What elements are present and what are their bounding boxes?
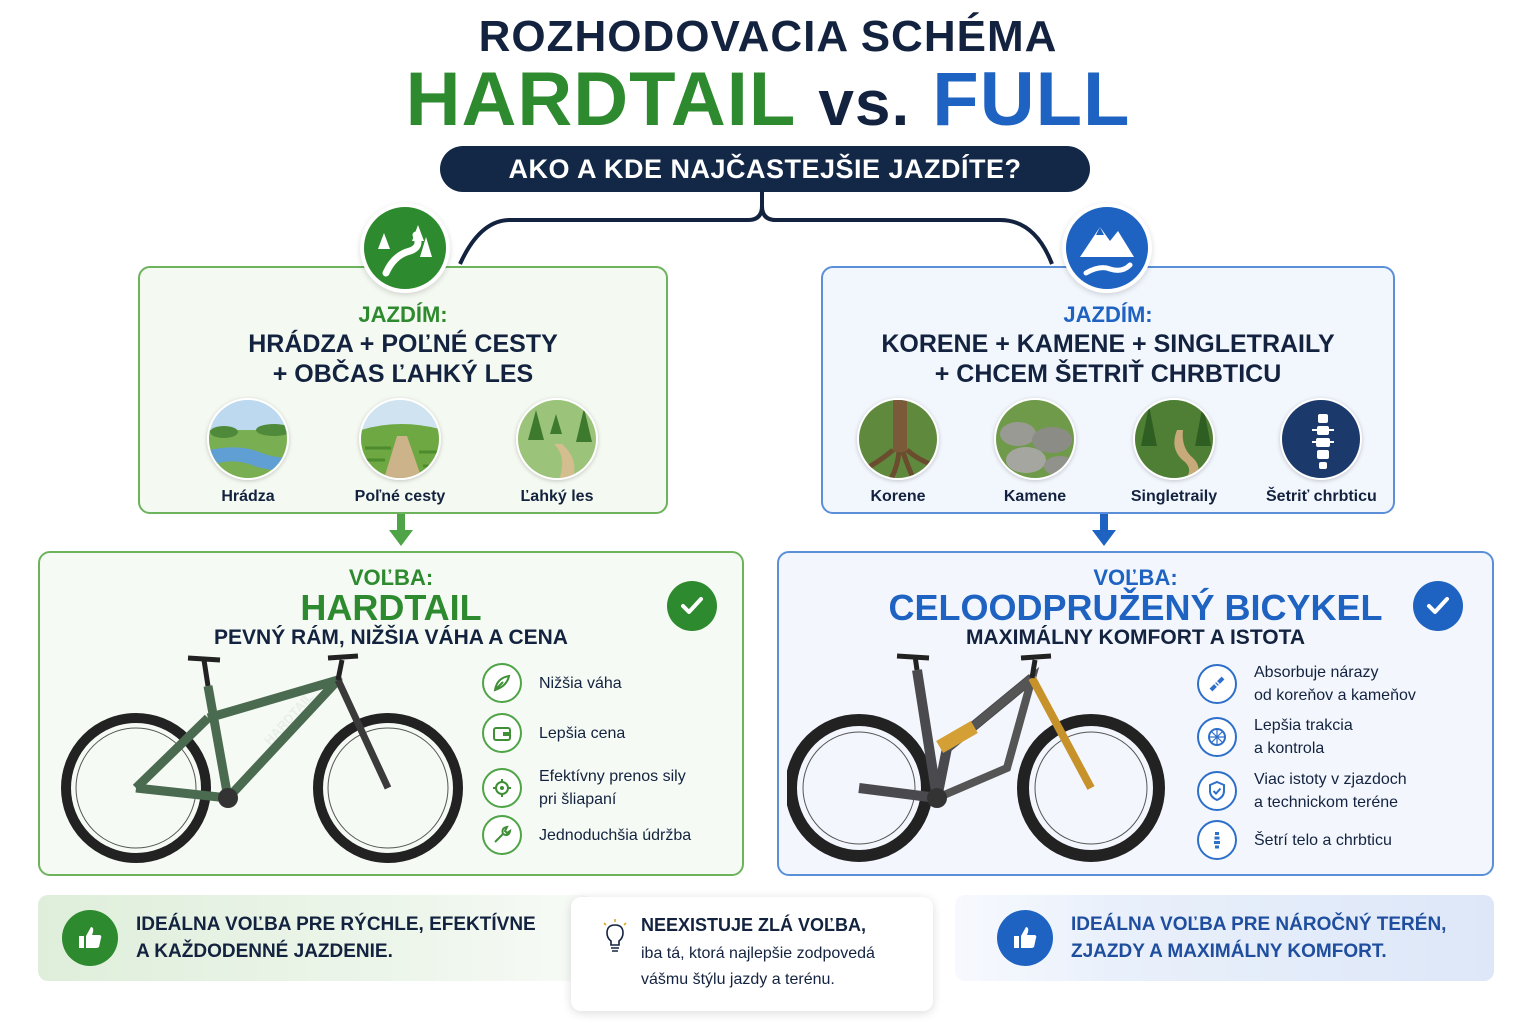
condition-line2: + CHCEM ŠETRIŤ CHRBTICU: [934, 360, 1282, 388]
full-choice-panel: [777, 551, 1494, 876]
full-summary: [955, 895, 1494, 981]
shield-check-icon: [1197, 771, 1237, 811]
choice-label: VOĽBA:: [1093, 565, 1178, 590]
main-title: [0, 56, 1536, 143]
lightbulb-icon: [601, 919, 629, 953]
terrain-korene: [843, 398, 953, 506]
feature-item: [1197, 820, 1392, 860]
terrain-kamene: [980, 398, 1090, 506]
title-vs: vs.: [818, 67, 911, 139]
summary-line1: IDEÁLNA VOĽBA PRE NÁROČNÝ TERÉN,: [1071, 914, 1447, 935]
hardtail-condition-panel: [138, 266, 668, 514]
feature-text: Jednoduchšia údržba: [539, 826, 692, 844]
feature-text: [1254, 768, 1407, 814]
check-icon: [1413, 581, 1463, 631]
wallet-icon: [482, 713, 522, 753]
full-suspension-bike-image: [787, 648, 1187, 878]
summary-text: [1071, 911, 1446, 965]
terrain-polne-cesty: [345, 398, 455, 506]
feature-text: [1254, 714, 1353, 760]
terrain-label: Hrádza: [221, 488, 275, 505]
schema-title: ROZHODOVACIA SCHÉMA: [478, 12, 1058, 61]
feather-icon: [482, 663, 522, 703]
note-line3: vášmu štýlu jazdy a terénu.: [641, 971, 835, 988]
note-bold: NEEXISTUJE ZLÁ VOĽBA,: [641, 915, 867, 935]
feature-item: [482, 765, 686, 811]
terrain-label: Šetriť chrbticu: [1266, 488, 1377, 505]
feature-text-line2: od koreňov a kameňov: [1254, 687, 1416, 704]
terrain-label: Singletraily: [1130, 488, 1218, 505]
title-full: FULL: [932, 57, 1131, 142]
feature-text-line1: Lepšia trakcia: [1254, 717, 1353, 734]
feature-text: Šetrí telo a chrbticu: [1254, 831, 1392, 849]
summary-line2: A KAŽDODENNÉ JAZDENIE.: [136, 941, 393, 962]
condition-line2: + OBČAS ĽAHKÝ LES: [272, 360, 534, 388]
thumbs-up-icon: [62, 910, 118, 966]
condition-line1: HRÁDZA + POĽNÉ CESTY: [248, 330, 558, 358]
branch-connector: [440, 190, 1100, 270]
spine-icon: [1280, 398, 1362, 480]
feature-item: [1197, 768, 1407, 814]
tree-roots-image: [857, 398, 939, 480]
summary-line1: IDEÁLNA VOĽBA PRE RÝCHLE, EFEKTÍVNE: [136, 914, 536, 935]
choice-subtitle: MAXIMÁLNY KOMFORT A ISTOTA: [965, 626, 1306, 649]
summary-text: [136, 911, 536, 965]
feature-text: Nižšia váha: [539, 674, 622, 692]
title-hardtail: HARDTAIL: [405, 57, 797, 142]
feature-item: [1197, 661, 1416, 707]
wrench-icon: [482, 815, 522, 855]
condition-line1: KORENE + KAMENE + SINGLETRAILY: [881, 330, 1335, 358]
river-dike-image: [207, 398, 289, 480]
summary-line2: ZJAZDY A MAXIMÁLNY KOMFORT.: [1071, 941, 1387, 962]
terrain-label: Korene: [870, 488, 926, 505]
condition-heading: JAZDÍM:: [1063, 302, 1153, 327]
singletrail-image: [1133, 398, 1215, 480]
mountain-trail-icon: [1062, 203, 1152, 293]
feature-text-line1: Viac istoty v zjazdoch: [1254, 771, 1407, 788]
terrain-label: Ľahký les: [520, 488, 594, 505]
feature-text: [539, 765, 686, 811]
terrain-setrit-chrbticu: [1266, 398, 1376, 506]
feature-text-line2: a technickom teréne: [1254, 794, 1399, 811]
road-trees-icon: [360, 203, 450, 293]
thumbs-up-icon: [997, 910, 1053, 966]
terrain-label: Kamene: [1003, 488, 1067, 505]
terrain-lahky-les: [502, 398, 612, 506]
light-forest-image: [516, 398, 598, 480]
feature-item: [482, 663, 622, 703]
feature-item: [482, 815, 691, 855]
wheel-icon: [1197, 717, 1237, 757]
field-path-image: [359, 398, 441, 480]
feature-item: [482, 713, 625, 753]
shock-absorber-icon: [1197, 664, 1237, 704]
condition-heading: JAZDÍM:: [358, 302, 448, 327]
hardtail-bike-image: [58, 638, 478, 868]
note-line2: iba tá, ktorá najlepšie zodpovedá: [641, 945, 875, 962]
choice-label: VOĽBA:: [348, 565, 434, 590]
choice-name: HARDTAIL: [300, 587, 482, 628]
terrain-hradza: [193, 398, 303, 506]
feature-text-line1: Efektívny prenos sily: [539, 768, 686, 785]
terrain-label: Poľné cesty: [354, 488, 446, 505]
bike-frame-label: HARDTAIL: [261, 689, 317, 749]
arrow-down-blue: [1090, 514, 1118, 548]
rocks-image: [994, 398, 1076, 480]
full-condition-panel: [821, 266, 1395, 514]
arrow-down-green: [387, 514, 415, 548]
hardtail-summary: [38, 895, 593, 981]
check-icon: [667, 581, 717, 631]
gear-icon: [482, 768, 522, 808]
feature-text-line2: a kontrola: [1254, 740, 1325, 757]
hardtail-choice-panel: [38, 551, 744, 876]
feature-text-line1: Absorbuje nárazy: [1254, 664, 1379, 681]
choice-name: CELOODPRUŽENÝ BICYKEL: [888, 587, 1383, 628]
feature-item: [1197, 714, 1353, 760]
feature-text-line2: pri šliapaní: [539, 791, 617, 808]
question-banner: AKO A KDE NAJČASTEJŠIE JAZDÍTE?: [440, 146, 1090, 192]
terrain-singletraily: [1119, 398, 1229, 506]
spine-icon: [1197, 820, 1237, 860]
feature-text: Lepšia cena: [539, 724, 626, 742]
feature-text: [1254, 661, 1416, 707]
choice-subtitle: PEVNÝ RÁM, NIŽŠIA VÁHA A CENA: [214, 626, 568, 649]
center-note: [571, 897, 933, 1011]
